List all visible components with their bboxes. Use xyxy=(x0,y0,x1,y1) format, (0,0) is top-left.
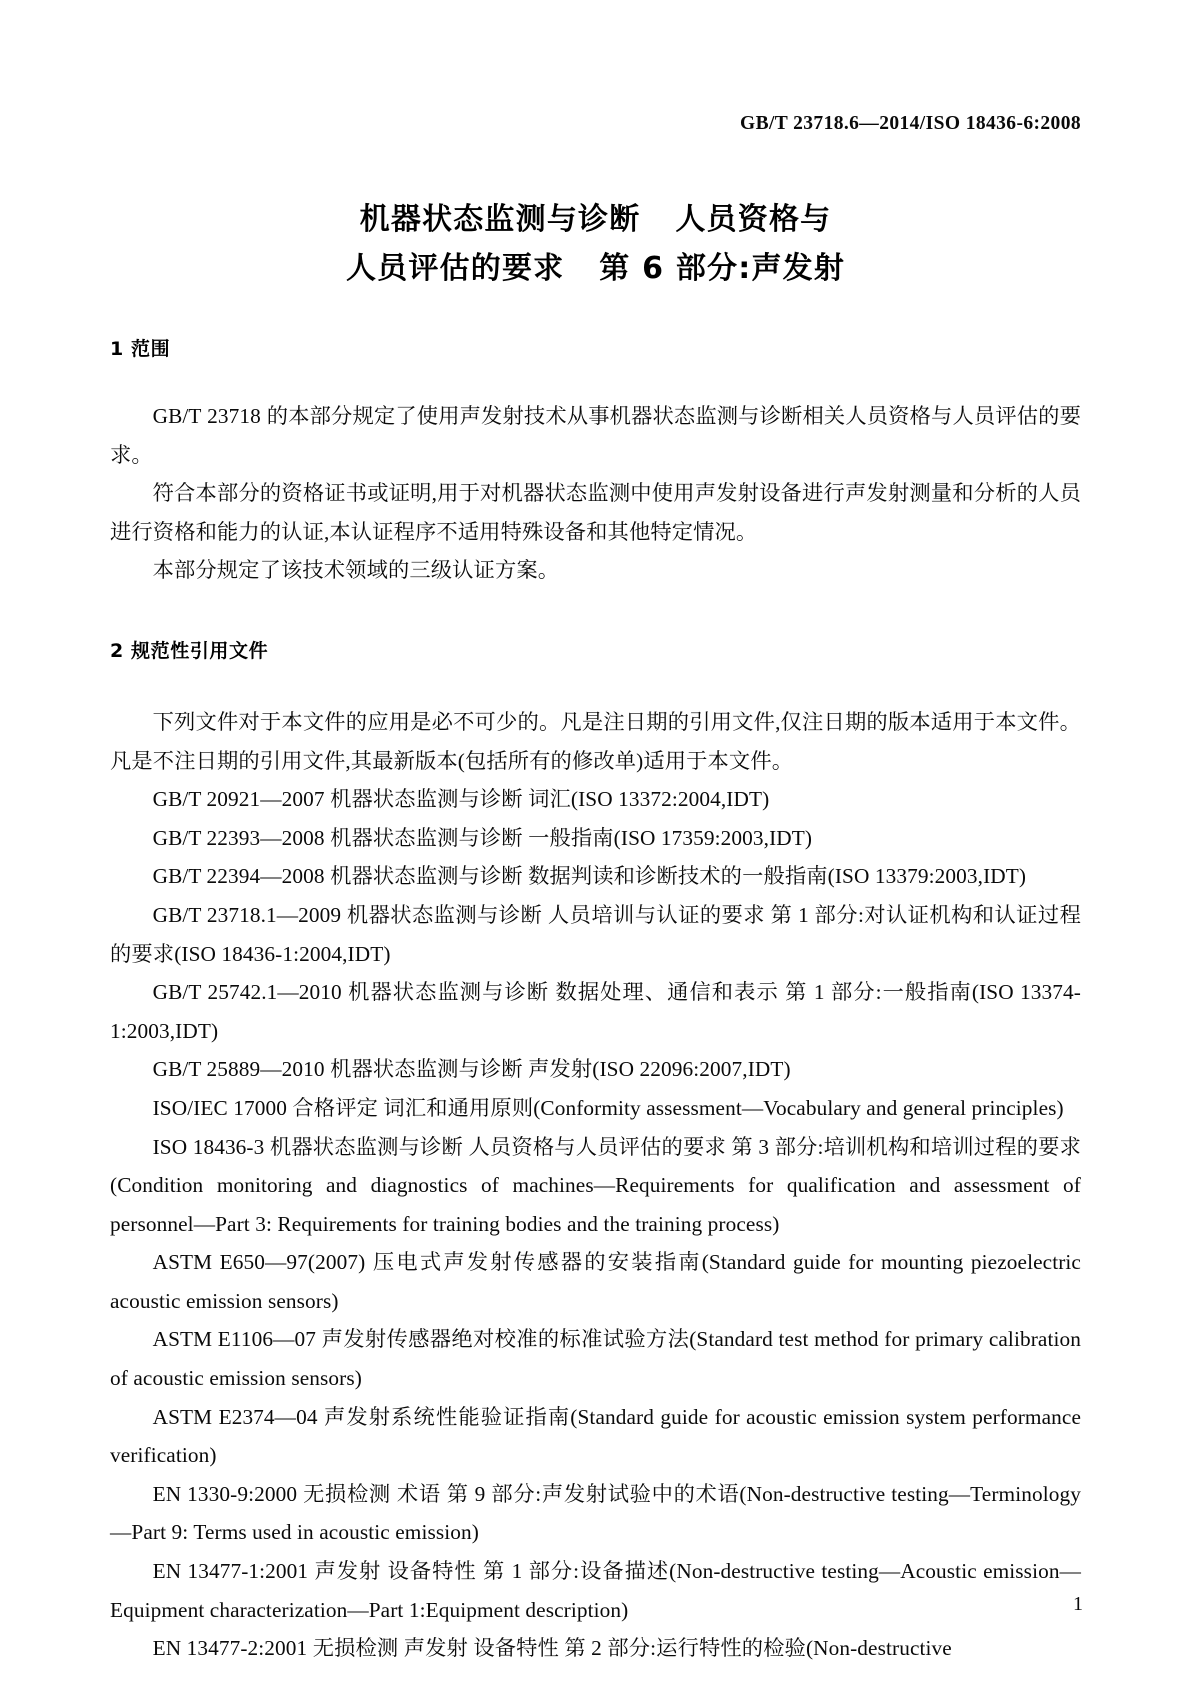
page-title xyxy=(110,196,1081,293)
normative-references-intro: 下列文件对于本文件的应用是必不可少的。凡是注日期的引用文件,仅注日期的版本适用于本文件。凡是不注日期的引用文件,其最新版本(包括所有的修改单)适用于本文件。 xyxy=(110,709,1081,773)
reference-item: ASTM E2374—04 声发射系统性能验证指南(Standard guide for acoustic emission system performance verification) xyxy=(110,1404,1081,1468)
reference-item: ASTM E1106—07 声发射传感器绝对校准的标准试验方法(Standard test method for primary calibration of acoustic emission sensors) xyxy=(110,1327,1081,1391)
reference-item: EN 13477-1:2001 声发射 设备特性 第 1 部分:设备描述(Non-destructive testing—Acoustic emission—Equipment characterization—Part 1:Equipment description) xyxy=(110,1559,1081,1622)
reference-item: ISO 18436-3 机器状态监测与诊断 人员资格与人员评估的要求 第 3 部分:培训机构和培训过程的要求(Condition monitoring and diagnostics of machines—Requirements for qualification and assessment of personnel—Part 3: Requirements for training bodies and the training process) xyxy=(110,1134,1081,1236)
reference-item: GB/T 22393—2008 机器状态监测与诊断 一般指南(ISO 17359:2003,IDT) xyxy=(152,825,813,850)
page-number: 1 xyxy=(1073,1593,1083,1615)
reference-item: EN 1330-9:2000 无损检测 术语 第 9 部分:声发射试验中的术语(Non-destructive testing—Terminology—Part 9: Terms used in acoustic emission) xyxy=(110,1481,1081,1545)
reference-item: GB/T 25889—2010 机器状态监测与诊断 声发射(ISO 22096:2007,IDT) xyxy=(152,1057,791,1082)
section-heading-normative-references: 2 规范性引用文件 xyxy=(110,639,269,662)
document-body xyxy=(110,334,1081,1668)
reference-item: GB/T 20921—2007 机器状态监测与诊断 词汇(ISO 13372:2004,IDT) xyxy=(152,787,770,812)
page-title-line-1: 机器状态监测与诊断 人员资格与 xyxy=(359,202,832,237)
page-title-line-2: 人员评估的要求 第 6 部分:声发射 xyxy=(345,250,846,286)
reference-item: ASTM E650—97(2007) 压电式声发射传感器的安装指南(Standard guide for mounting piezoelectric acoustic emission sensors) xyxy=(110,1250,1081,1313)
reference-item: ISO/IEC 17000 合格评定 词汇和通用原则(Conformity assessment—Vocabulary and general principles) xyxy=(152,1095,1064,1120)
running-header-standard-number: GB/T 23718.6—2014/ISO 18436-6:2008 xyxy=(740,113,1081,134)
section-heading-scope: 1 范围 xyxy=(110,338,171,360)
scope-paragraph-3: 本部分规定了该技术领域的三级认证方案。 xyxy=(152,558,560,583)
reference-item: GB/T 25742.1—2010 机器状态监测与诊断 数据处理、通信和表示 第 1 部分:一般指南(ISO 13374-1:2003,IDT) xyxy=(110,980,1081,1043)
reference-item: EN 13477-2:2001 无损检测 声发射 设备特性 第 2 部分:运行特性的检验(Non-destructive xyxy=(152,1636,952,1661)
scope-paragraph-2: 符合本部分的资格证书或证明,用于对机器状态监测中使用声发射设备进行声发射测量和分析的人员进行资格和能力的认证,本认证程序不适用特殊设备和其他特定情况。 xyxy=(110,481,1081,544)
scope-paragraph-1: GB/T 23718 的本部分规定了使用声发射技术从事机器状态监测与诊断相关人员资格与人员评估的要求。 xyxy=(110,404,1081,467)
reference-item: GB/T 23718.1—2009 机器状态监测与诊断 人员培训与认证的要求 第 1 部分:对认证机构和认证过程的要求(ISO 18436-1:2004,IDT) xyxy=(110,902,1081,966)
reference-item: GB/T 22394—2008 机器状态监测与诊断 数据判读和诊断技术的一般指南(ISO 13379:2003,IDT) xyxy=(152,864,1027,889)
